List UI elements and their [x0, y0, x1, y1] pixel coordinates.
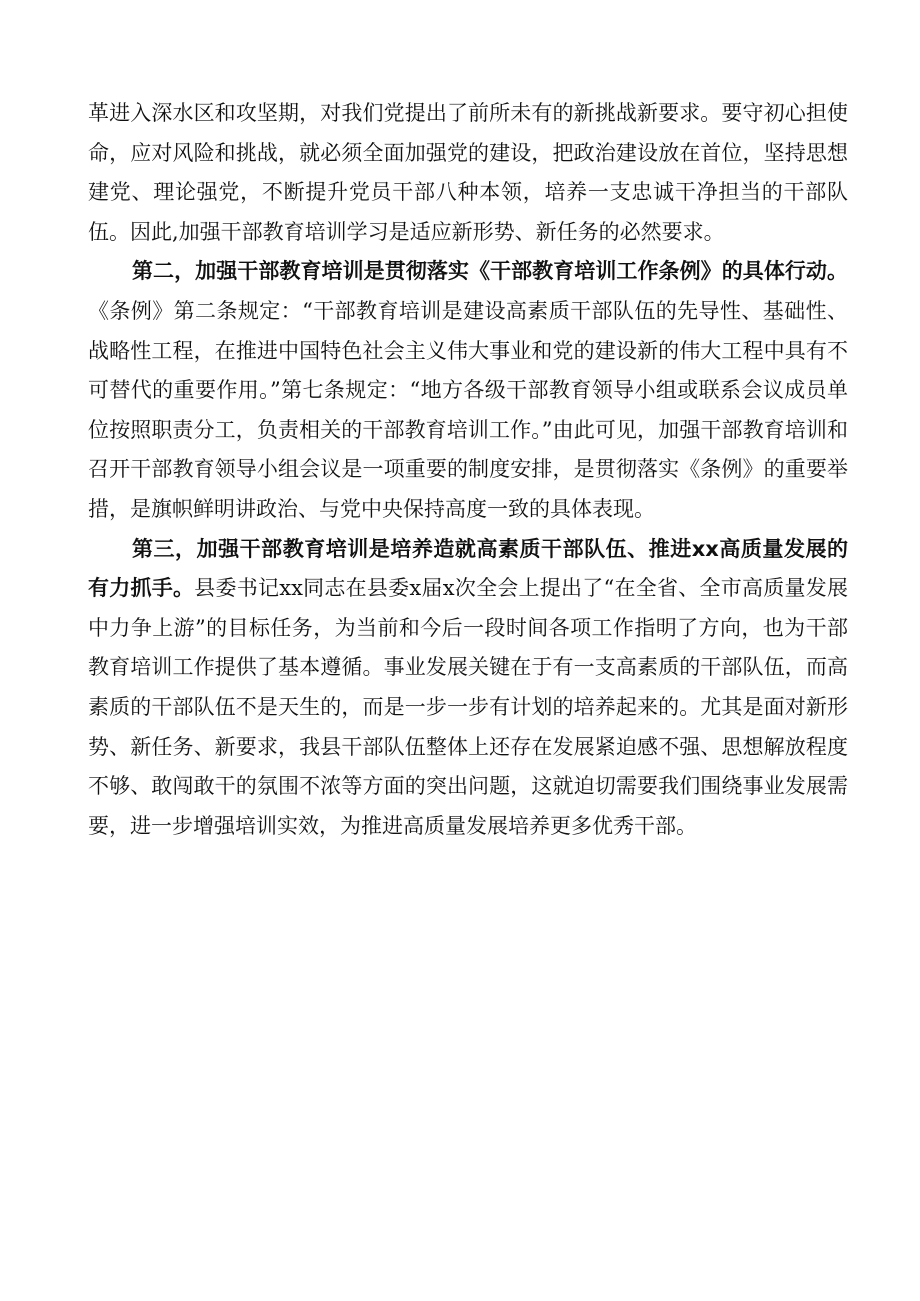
paragraph-second-point [88, 252, 848, 529]
paragraph-second-heading: 第二，加强干部教育培训是贯彻落实《干部教育培训工作条例》的具体行动。 [132, 259, 848, 284]
paragraph-continuation: 革进入深水区和攻坚期，对我们党提出了前所未有的新挑战新要求。要守初心担使命，应对风险和挑战，就必须全面加强党的建设，把政治建设放在首位，坚持思想建党、理论强党，不断提升党员干部八种本领，培养一支忠诚干净担当的干部队伍。因此,加强干部教育培训学习是适应新形势、新任务的必然要求。 [88, 101, 848, 244]
document-body [88, 94, 848, 846]
paragraph-third-heading: 第三，加强干部教育培训是培养造就高素质干部队伍、推进xx高质量发展的有力抓手。 [88, 536, 848, 601]
paragraph-third-body: 县委书记xx同志在县委x届x次全会上提出了“在全省、全市高质量发展中力争上游”的目标任务，为当前和今后一段时间各项工作指明了方向，也为干部教育培训工作提供了基本遵循。事业发展关键在于有一支高素质的干部队伍，而高素质的干部队伍不是天生的，而是一步一步有计划的培养起来的。尤其是面对新形势、新任务、新要求，我县干部队伍整体上还存在发展紧迫感不强、思想解放程度不够、敢闯敢干的氛围不浓等方面的突出问题，这就迫切需要我们围绕事业发展需要，进一步增强培训实效，为推进高质量发展培养更多优秀干部。 [88, 576, 848, 838]
paragraph-third-point [88, 530, 848, 847]
paragraph-second-body: 《条例》第二条规定：“干部教育培训是建设高素质干部队伍的先导性、基础性、战略性工程，在推进中国特色社会主义伟大事业和党的建设新的伟大工程中具有不可替代的重要作用。”第七条规定：“地方各级干部教育领导小组或联系会议成员单位按照职责分工，负责相关的干部教育培训工作。”由此可见，加强干部教育培训和召开干部教育领导小组会议是一项重要的制度安排，是贯彻落实《条例》的重要举措，是旗帜鲜明讲政治、与党中央保持高度一致的具体表现。 [88, 298, 848, 521]
